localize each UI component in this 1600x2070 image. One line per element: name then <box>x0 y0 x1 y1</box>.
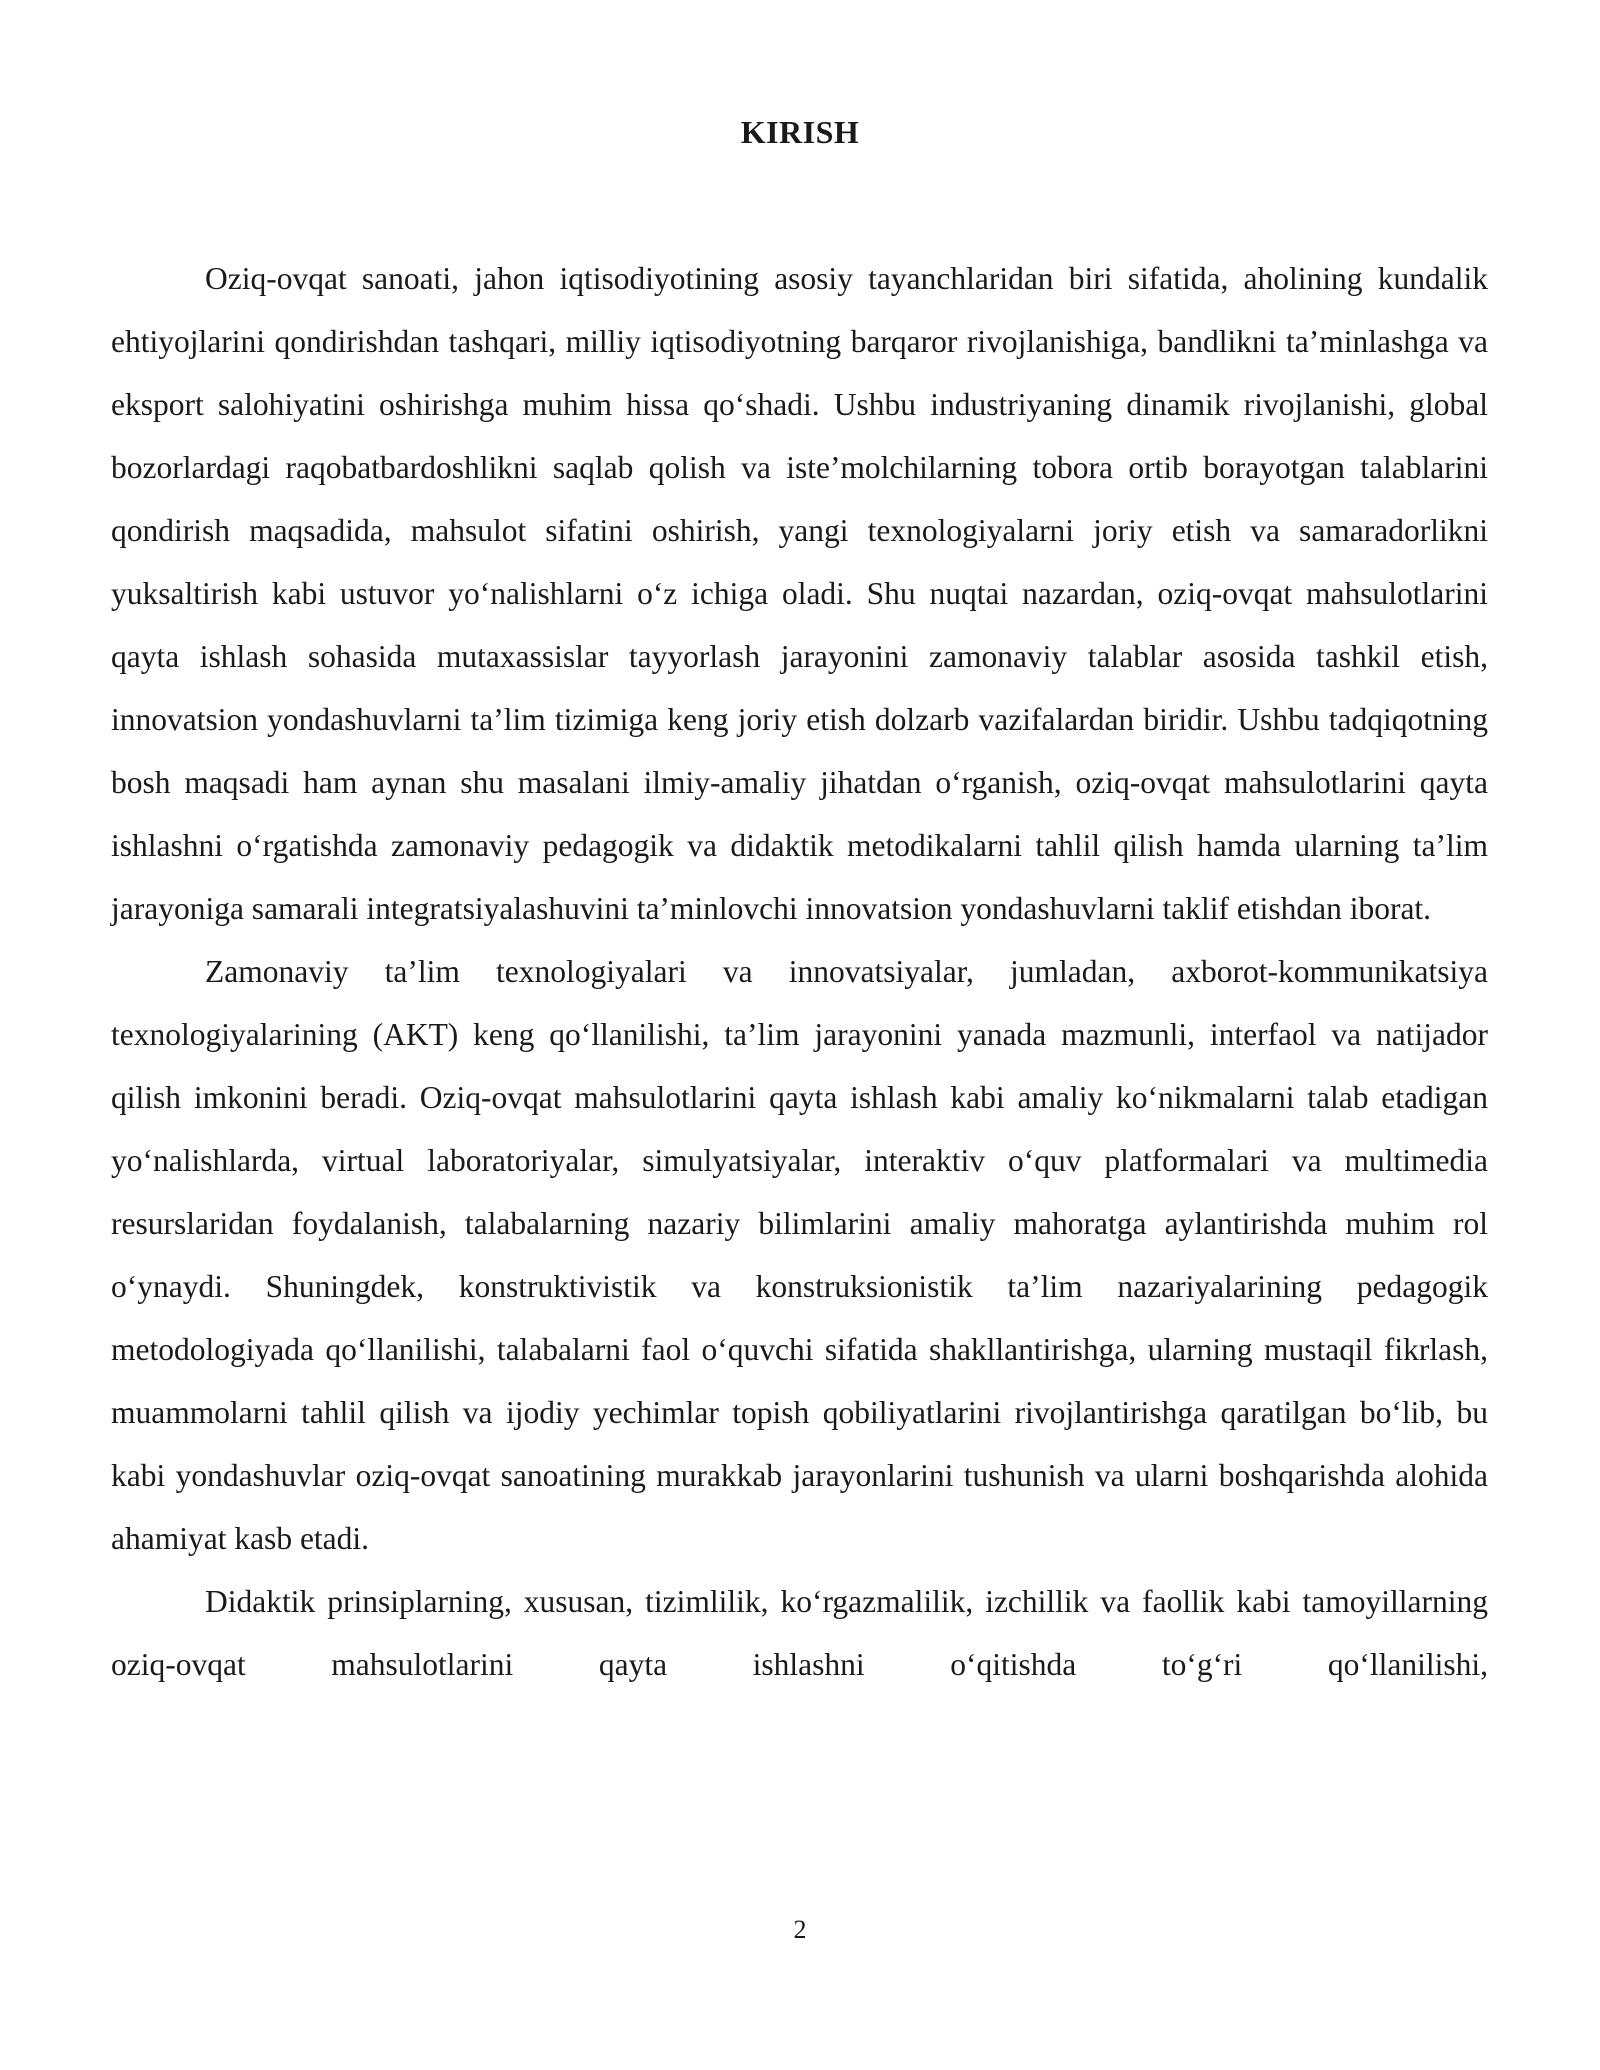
paragraph-1: Oziq-ovqat sanoati, jahon iqtisodiyotining asosiy tayanchlaridan biri sifatida, aholining kundalik ehtiyojlarini qondirishdan tashqari, milliy iqtisodiyotning barqaror rivojlanishiga, bandlikni ta’minlashga va eksport salohiyatini oshirishga muhim hissa qo‘shadi. Ushbu industriyaning dinamik rivojlanishi, global bozorlardagi raqobatbardoshlikni saqlab qolish va iste’molchilarning tobora ortib borayotgan talablarini qondirish maqsadida, mahsulot sifatini oshirish, yangi texnologiyalarni joriy etish va samaradorlikni yuksaltirish kabi ustuvor yo‘nalishlarni o‘z ichiga oladi. Shu nuqtai nazardan, oziq-ovqat mahsulotlarini qayta ishlash sohasida mutaxassislar tayyorlash jarayonini zamonaviy talablar asosida tashkil etish, innovatsion yondashuvlarni ta’lim tizimiga keng joriy etish dolzarb vazifalardan biridir. Ushbu tadqiqotning bosh maqsadi ham aynan shu masalani ilmiy-amaliy jihatdan o‘rganish, oziq-ovqat mahsulotlarini qayta ishlashni o‘rgatishda zamonaviy pedagogik va didaktik metodikalarni tahlil qilish hamda ularning ta’lim jarayoniga samarali integratsiyalashuvini ta’minlovchi innovatsion yondashuvlarni taklif etishdan iborat. <box>111 261 1488 926</box>
paragraph-2: Zamonaviy ta’lim texnologiyalari va innovatsiyalar, jumladan, axborot-kommunikatsiya texnologiyalarining (AKT) keng qo‘llanilishi, ta’lim jarayonini yanada mazmunli, interfaol va natijador qilish imkonini beradi. Oziq-ovqat mahsulotlarini qayta ishlash kabi amaliy ko‘nikmalarni talab etadigan yo‘nalishlarda, virtual laboratoriyalar, simulyatsiyalar, interaktiv o‘quv platformalari va multimedia resurslaridan foydalanish, talabalarning nazariy bilimlarini amaliy mahoratga aylantirishda muhim rol o‘ynaydi. Shuningdek, konstruktivistik va konstruksionistik ta’lim nazariyalarining pedagogik metodologiyada qo‘llanilishi, talabalarni faol o‘quvchi sifatida shakllantirishga, ularning mustaqil fikrlash, muammolarni tahlil qilish va ijodiy yechimlar topish qobiliyatlarini rivojlantirishga qaratilgan bo‘lib, bu kabi yondashuvlar oziq-ovqat sanoatining murakkab jarayonlarini tushunish va ularni boshqarishda alohida ahamiyat kasb etadi. <box>111 954 1488 1556</box>
page-number: 2 <box>793 1915 807 1944</box>
section-title: KIRISH <box>740 114 860 150</box>
paragraph-3: Didaktik prinsiplarning, xususan, tizimlilik, ko‘rgazmalilik, izchillik va faollik kabi tamoyillarning oziq-ovqat mahsulotlarini qayta ishlashni o‘qitishda to‘g‘ri qo‘llanilishi, <box>111 1584 1488 1682</box>
body-text <box>111 247 1488 1696</box>
